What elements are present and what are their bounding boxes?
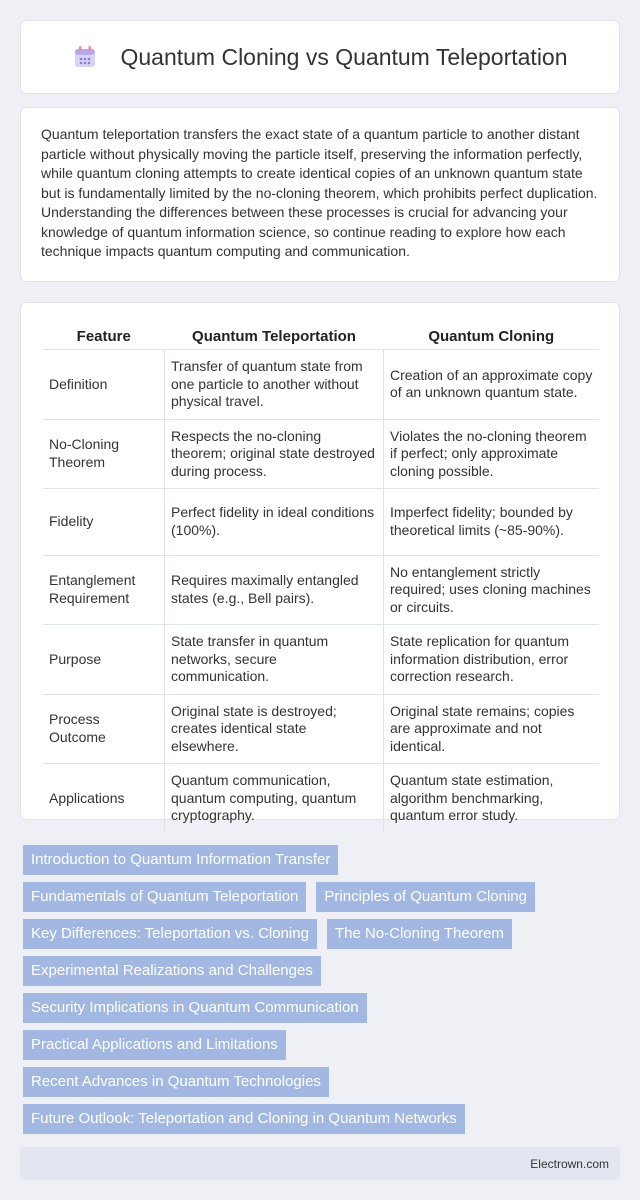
topic-link[interactable]: Security Implications in Quantum Communication xyxy=(23,993,367,1023)
intro-paragraph: Quantum teleportation transfers the exact state of a quantum particle to another distant particle without physically moving the particle itself, preserving the information perfectly, while quantum cloning attempts to create identical copies of an unknown quantum state but is fundamentally limited by the no-cloning theorem, which prohibits perfect duplication. Understanding the differences between these processes is crucial for advancing your knowledge of quantum information science, so continue reading to explore how each technique impacts quantum computing and communication. xyxy=(41,126,598,259)
cell-feature: No-Cloning Theorem xyxy=(43,419,165,489)
cell-teleportation: Requires maximally entangled states (e.g., Bell pairs). xyxy=(165,555,384,625)
topic-row xyxy=(23,1067,623,1097)
cell-teleportation: Respects the no-cloning theorem; original state destroyed during process. xyxy=(165,419,384,489)
cell-cloning: Quantum state estimation, algorithm benchmarking, quantum error study. xyxy=(384,764,600,833)
intro-card xyxy=(20,107,620,282)
table-row xyxy=(43,764,599,833)
topic-row xyxy=(23,956,623,986)
cell-teleportation: Perfect fidelity in ideal conditions (100%). xyxy=(165,489,384,556)
cell-feature: Process Outcome xyxy=(43,694,165,764)
cell-feature: Applications xyxy=(43,764,165,833)
table-header-row xyxy=(43,323,599,350)
cell-cloning: No entanglement strictly required; uses cloning machines or circuits. xyxy=(384,555,600,625)
cell-teleportation: Original state is destroyed; creates identical state elsewhere. xyxy=(165,694,384,764)
page-title: Quantum Cloning vs Quantum Teleportation xyxy=(120,43,568,70)
cell-teleportation: State transfer in quantum networks, secure communication. xyxy=(165,625,384,695)
header-teleportation: Quantum Teleportation xyxy=(192,328,356,345)
cell-cloning: State replication for quantum information distribution, error correction research. xyxy=(384,625,600,695)
cell-teleportation: Quantum communication, quantum computing, quantum cryptography. xyxy=(165,764,384,833)
cell-feature: Fidelity xyxy=(43,489,165,556)
cell-cloning: Original state remains; copies are approximate and not identical. xyxy=(384,694,600,764)
calendar-icon xyxy=(72,44,98,70)
topic-link[interactable]: Recent Advances in Quantum Technologies xyxy=(23,1067,329,1097)
table-row xyxy=(43,350,599,420)
topic-row xyxy=(23,1030,623,1060)
related-topics xyxy=(23,845,623,1141)
topic-link[interactable]: Principles of Quantum Cloning xyxy=(316,882,535,912)
table-row xyxy=(43,419,599,489)
cell-feature: Purpose xyxy=(43,625,165,695)
cell-cloning: Imperfect fidelity; bounded by theoretical limits (~85-90%). xyxy=(384,489,600,556)
topic-link[interactable]: Fundamentals of Quantum Teleportation xyxy=(23,882,306,912)
topic-row xyxy=(23,993,623,1023)
topic-link[interactable]: Practical Applications and Limitations xyxy=(23,1030,286,1060)
footer-brand: Electrown.com xyxy=(530,1156,609,1171)
header-feature: Feature xyxy=(76,328,131,345)
topic-row xyxy=(23,845,623,875)
comparison-table-card xyxy=(20,302,620,823)
comparison-table xyxy=(43,323,599,833)
topic-link[interactable]: Future Outlook: Teleportation and Cloning in Quantum Networks xyxy=(23,1104,465,1134)
topic-link[interactable]: Experimental Realizations and Challenges xyxy=(23,956,321,986)
cell-teleportation: Transfer of quantum state from one particle to another without physical travel. xyxy=(165,350,384,420)
table-row xyxy=(43,625,599,695)
footer xyxy=(20,1147,620,1180)
header-cloning: Quantum Cloning xyxy=(428,328,555,345)
cell-feature: Entanglement Requirement xyxy=(43,555,165,625)
topic-row xyxy=(23,1104,623,1134)
title-card xyxy=(20,20,620,94)
topic-row xyxy=(23,882,623,912)
topic-row xyxy=(23,919,623,949)
topic-link[interactable]: Key Differences: Teleportation vs. Cloning xyxy=(23,919,317,949)
table-row xyxy=(43,489,599,556)
topic-link[interactable]: Introduction to Quantum Information Transfer xyxy=(23,845,338,875)
table-row xyxy=(43,555,599,625)
cell-cloning: Creation of an approximate copy of an unknown quantum state. xyxy=(384,350,600,420)
topic-link[interactable]: The No-Cloning Theorem xyxy=(327,919,512,949)
cell-feature: Definition xyxy=(43,350,165,420)
table-row xyxy=(43,694,599,764)
cell-cloning: Violates the no-cloning theorem if perfect; only approximate cloning possible. xyxy=(384,419,600,489)
